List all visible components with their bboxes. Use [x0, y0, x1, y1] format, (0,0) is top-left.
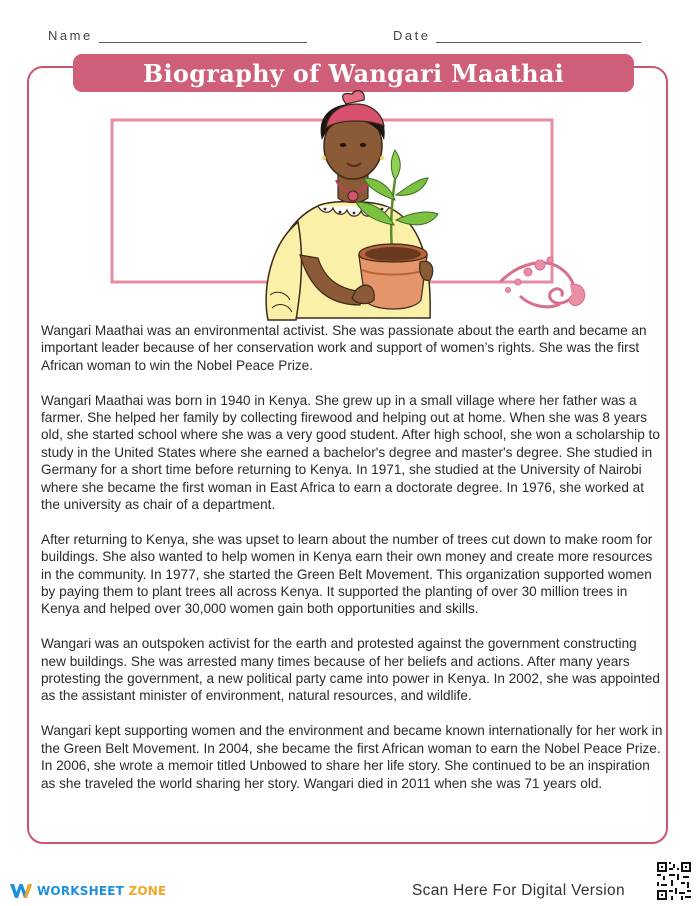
- paragraph-intro: Wangari Maathai was an environmental activist. She was passionate about the earth and became an important leader because of her conservation work and support of women’s rights. She was the first African woman to win the Nobel Peace Prize.: [41, 323, 647, 373]
- page-title: Biography of Wangari Maathai: [142, 58, 565, 88]
- paragraph-early-life: Wangari Maathai was born in 1940 in Kenya. She grew up in a small village where her father was a farmer. She helped her family by collecting firewood and helping out at home. When she was 8 years old, she started school where she was a very good student. After high school, she won a scholarship to study in the United States where she earned a bachelor's degree and master's degree. She studied in Germany for a short time before returning to Kenya. In 1971, she studied at the University of Nairobi where she became the first woman in East Africa to earn a doctorate degree. In 1976, she worked at the university as chair of a department.: [41, 392, 660, 513]
- paragraph-green-belt: After returning to Kenya, she was upset to learn about the number of trees cut down to make room for buildings. She also wanted to help women in Kenya earn their own money and create more resources in the community. In 1977, she started the Green Belt Movement. This organization supported women by paying them to plant trees all across Kenya. It supported the planting of over 30 million trees in Kenya and helped over 30,000 women gain both opportunities and skills.: [41, 531, 653, 617]
- brand-name: WORKSHEET ZONE: [37, 884, 167, 898]
- qr-code-icon[interactable]: [655, 860, 693, 902]
- paragraph-legacy: Wangari kept supporting women and the environment and became known internationally for her work in the Green Belt Movement. In 2004, she became the first African woman to earn the Nobel Peace Prize. In 2006, she wrote a memoir titled Unbowed to share her life story. She continued to be an inspiration as she traveled the world sharing her story. Wangari died in 2011 when she was 71 years old.: [41, 723, 663, 791]
- name-label: Name: [48, 28, 93, 43]
- biography-text: [41, 322, 663, 809]
- w-logo-icon: [9, 882, 33, 900]
- footer: [0, 858, 700, 906]
- date-label: Date: [393, 28, 431, 43]
- scan-text: Scan Here For Digital Version: [412, 882, 625, 899]
- paragraph-activism: Wangari was an outspoken activist for the earth and protested against the government constructing new buildings. She was arrested many times because of her beliefs and actions. After many years protesting the government, a new political party came into power in Kenya. In 2002, she was appointed as the assistant minister of environment, natural resources, and wildlife.: [41, 636, 660, 704]
- woman-with-plant-illustration: [0, 0, 700, 330]
- worksheetzone-logo[interactable]: [9, 882, 166, 900]
